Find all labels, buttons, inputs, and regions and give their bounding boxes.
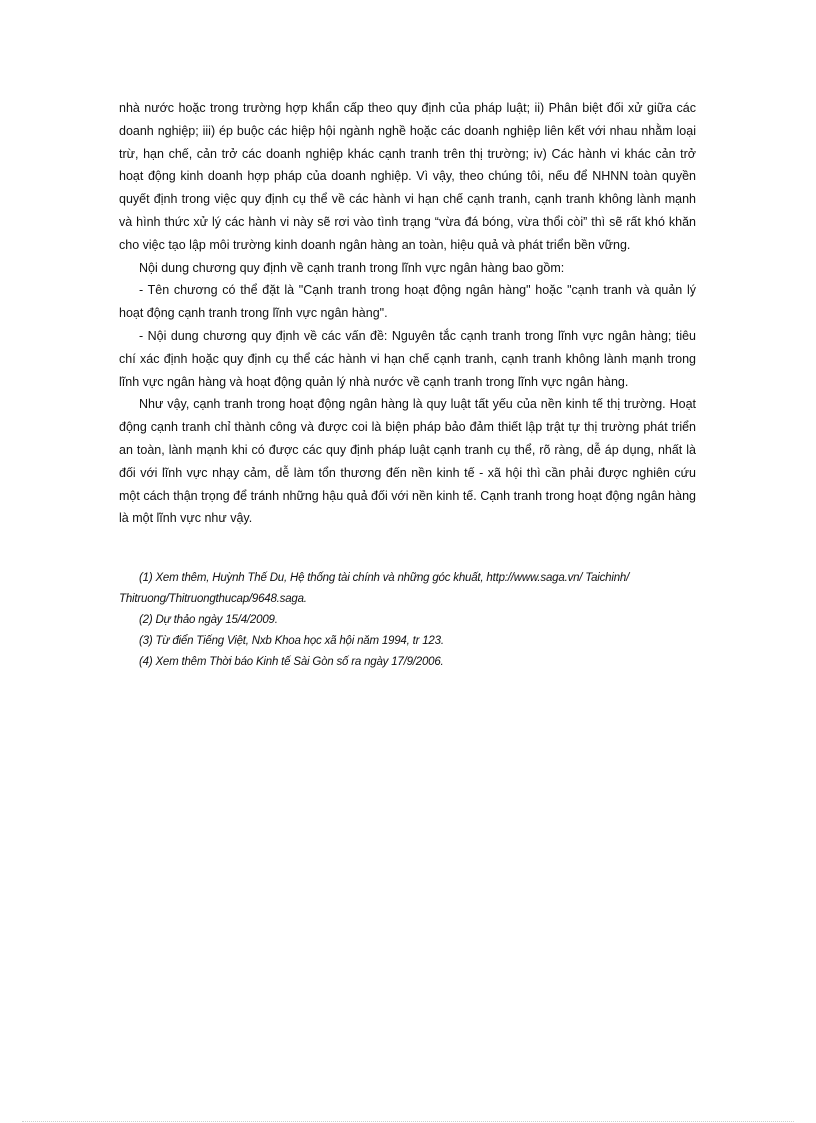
footnote-4: (4) Xem thêm Thời báo Kinh tế Sài Gòn số ra ngày 17/9/2006. [139,656,444,668]
footnote-1: (1) Xem thêm, Huỳnh Thế Du, Hệ thống tài chính và những góc khuất, http://www.saga.vn/ Taichinh/ Thitruong/Thitruongthucap/9648.saga. [119,572,630,605]
body-paragraph-5: Như vậy, cạnh tranh trong hoạt động ngân hàng là quy luật tất yếu của nền kinh tế thị trường. Hoạt động cạnh tranh chỉ thành công và được coi là biện pháp bảo đảm thiết lập trật tự thị trường phát triển an toàn, lành mạnh khi có được các quy định pháp luật cạnh tranh cụ thể, rõ ràng, dễ áp dụng, nhất là đối với lĩnh vực nhạy cảm, dễ làm tổn thương đến nền kinh tế - xã hội thì cần phải được nghiên cứu một cách thận trọng để tránh những hậu quả đối với nền kinh tế. Cạnh tranh trong hoạt động ngân hàng là một lĩnh vực như vậy. [119,397,696,526]
document-body [119,97,696,530]
footnote-3: (3) Từ điển Tiếng Việt, Nxb Khoa học xã hội năm 1994, tr 123. [139,635,444,647]
body-paragraph-2: Nội dung chương quy định về cạnh tranh trong lĩnh vực ngân hàng bao gồm: [139,260,565,275]
body-paragraph-1: nhà nước hoặc trong trường hợp khẩn cấp theo quy định của pháp luật; ii) Phân biệt đối xử giữa các doanh nghiệp; iii) ép buộc các hiệp hội ngành nghề hoặc các doanh nghiệp liên kết với nhau nhằm loại trừ, hạn chế, cản trở các doanh nghiệp khác cạnh tranh trên thị trường; iv) Các hành vi khác cản trở hoạt động kinh doanh hợp pháp của doanh nghiệp. Vì vậy, theo chúng tôi, nếu để NHNN toàn quyền quyết định trong việc quy định cụ thể về các hành vi hạn chế cạnh tranh, cạnh tranh không lành mạnh và hình thức xử lý các hành vi này sẽ rơi vào tình trạng “vừa đá bóng, vừa thổi còi” thì sẽ rất khó khăn cho việc tạo lập môi trường kinh doanh ngân hàng an toàn, hiệu quả và phát triển bền vững. [119,101,696,252]
body-paragraph-4: - Nội dung chương quy định về các vấn đề: Nguyên tắc cạnh tranh trong lĩnh vực ngân hàng; tiêu chí xác định hoặc quy định cụ thể các hành vi hạn chế cạnh tranh, cạnh tranh không lành mạnh trong lĩnh vực ngân hàng và hoạt động quản lý nhà nước về cạnh tranh trong lĩnh vực ngân hàng. [119,328,696,389]
footnotes [119,568,696,673]
page-bottom-divider [22,1121,794,1122]
body-paragraph-3: - Tên chương có thể đặt là "Cạnh tranh trong hoạt động ngân hàng" hoặc "cạnh tranh và quản lý hoạt động cạnh tranh trong lĩnh vực ngân hàng". [119,283,696,321]
footnote-2: (2) Dự thảo ngày 15/4/2009. [139,614,278,626]
